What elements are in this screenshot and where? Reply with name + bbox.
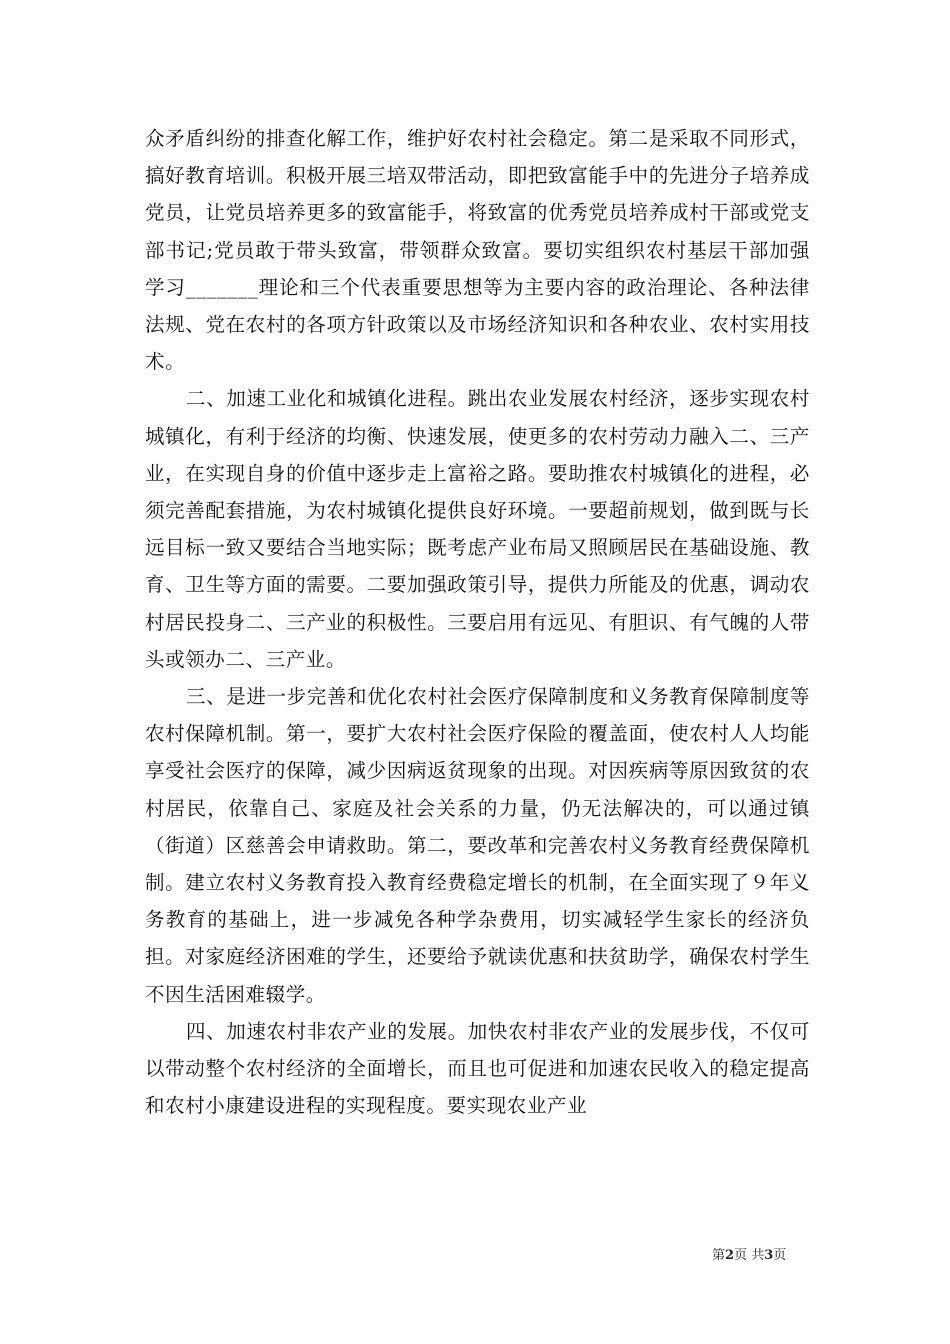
footer-middle: 页 共 [734, 1248, 765, 1263]
paragraph-1: 众矛盾纠纷的排查化解工作，维护好农村社会稳定。第二是采取不同形式，搞好教育培训。积极开展三培双带活动，即把致富能手中的先进分子培养成党员，让党员培养更多的致富能手，将致富的优秀党员培养成村干部或党支部书记;党员敢于带头致富，带领群众致富。要切实组织农村基层干部加强学习_______理论和三个代表重要思想等为主要内容的政治理论、各种法律法规、党在农村的各项方针政策以及市场经济知识和各种农业、农村实用技术。 [145, 127, 810, 374]
page-footer [712, 1244, 786, 1263]
footer-suffix: 页 [773, 1248, 787, 1263]
paragraph-4: 四、加速农村非农产业的发展。加快农村非农产业的发展步伐，不仅可以带动整个农村经济的全面增长，而且也可促进和加速农民收入的稳定提高和农村小康建设进程的实现程度。要实现农业产业 [145, 1019, 810, 1118]
total-pages-number: 3 [764, 1248, 774, 1263]
current-page-number: 2 [725, 1248, 735, 1263]
paragraph-2: 二、加速工业化和城镇化进程。跳出农业发展农村经济，逐步实现农村城镇化，有利于经济的均衡、快速发展，使更多的农村劳动力融入二、三产业，在实现自身的价值中逐步走上富裕之路。要助推农村城镇化的进程，必须完善配套措施，为农村城镇化提供良好环境。一要超前规划，做到既与长远目标一致又要结合当地实际；既考虑产业布局又照顾居民在基础设施、教育、卫生等方面的需要。二要加强政策引导，提供力所能及的优惠，调动农村居民投身二、三产业的积极性。三要启用有远见、有胆识、有气魄的人带头或领办二、三产业。 [145, 387, 810, 671]
paragraph-3: 三、是进一步完善和优化农村社会医疗保障制度和义务教育保障制度等农村保障机制。第一，要扩大农村社会医疗保险的覆盖面，使农村人人均能享受社会医疗的保障，减少因病返贫现象的出现。对因疾病等原因致贫的农村居民，依靠自己、家庭及社会关系的力量，仍无法解决的，可以通过镇（街道）区慈善会申请救助。第二，要改革和完善农村义务教育经费保障机制。建立农村义务教育投入教育经费稳定增长的机制，在全面实现了９年义务教育的基础上，进一步减免各种学杂费用，切实减轻学生家长的经济负担。对家庭经济困难的学生，还要给予就读优惠和扶贫助学，确保农村学生不因生活困难辍学。 [145, 685, 810, 1006]
footer-prefix: 第 [712, 1248, 726, 1263]
document-body [145, 120, 810, 1124]
